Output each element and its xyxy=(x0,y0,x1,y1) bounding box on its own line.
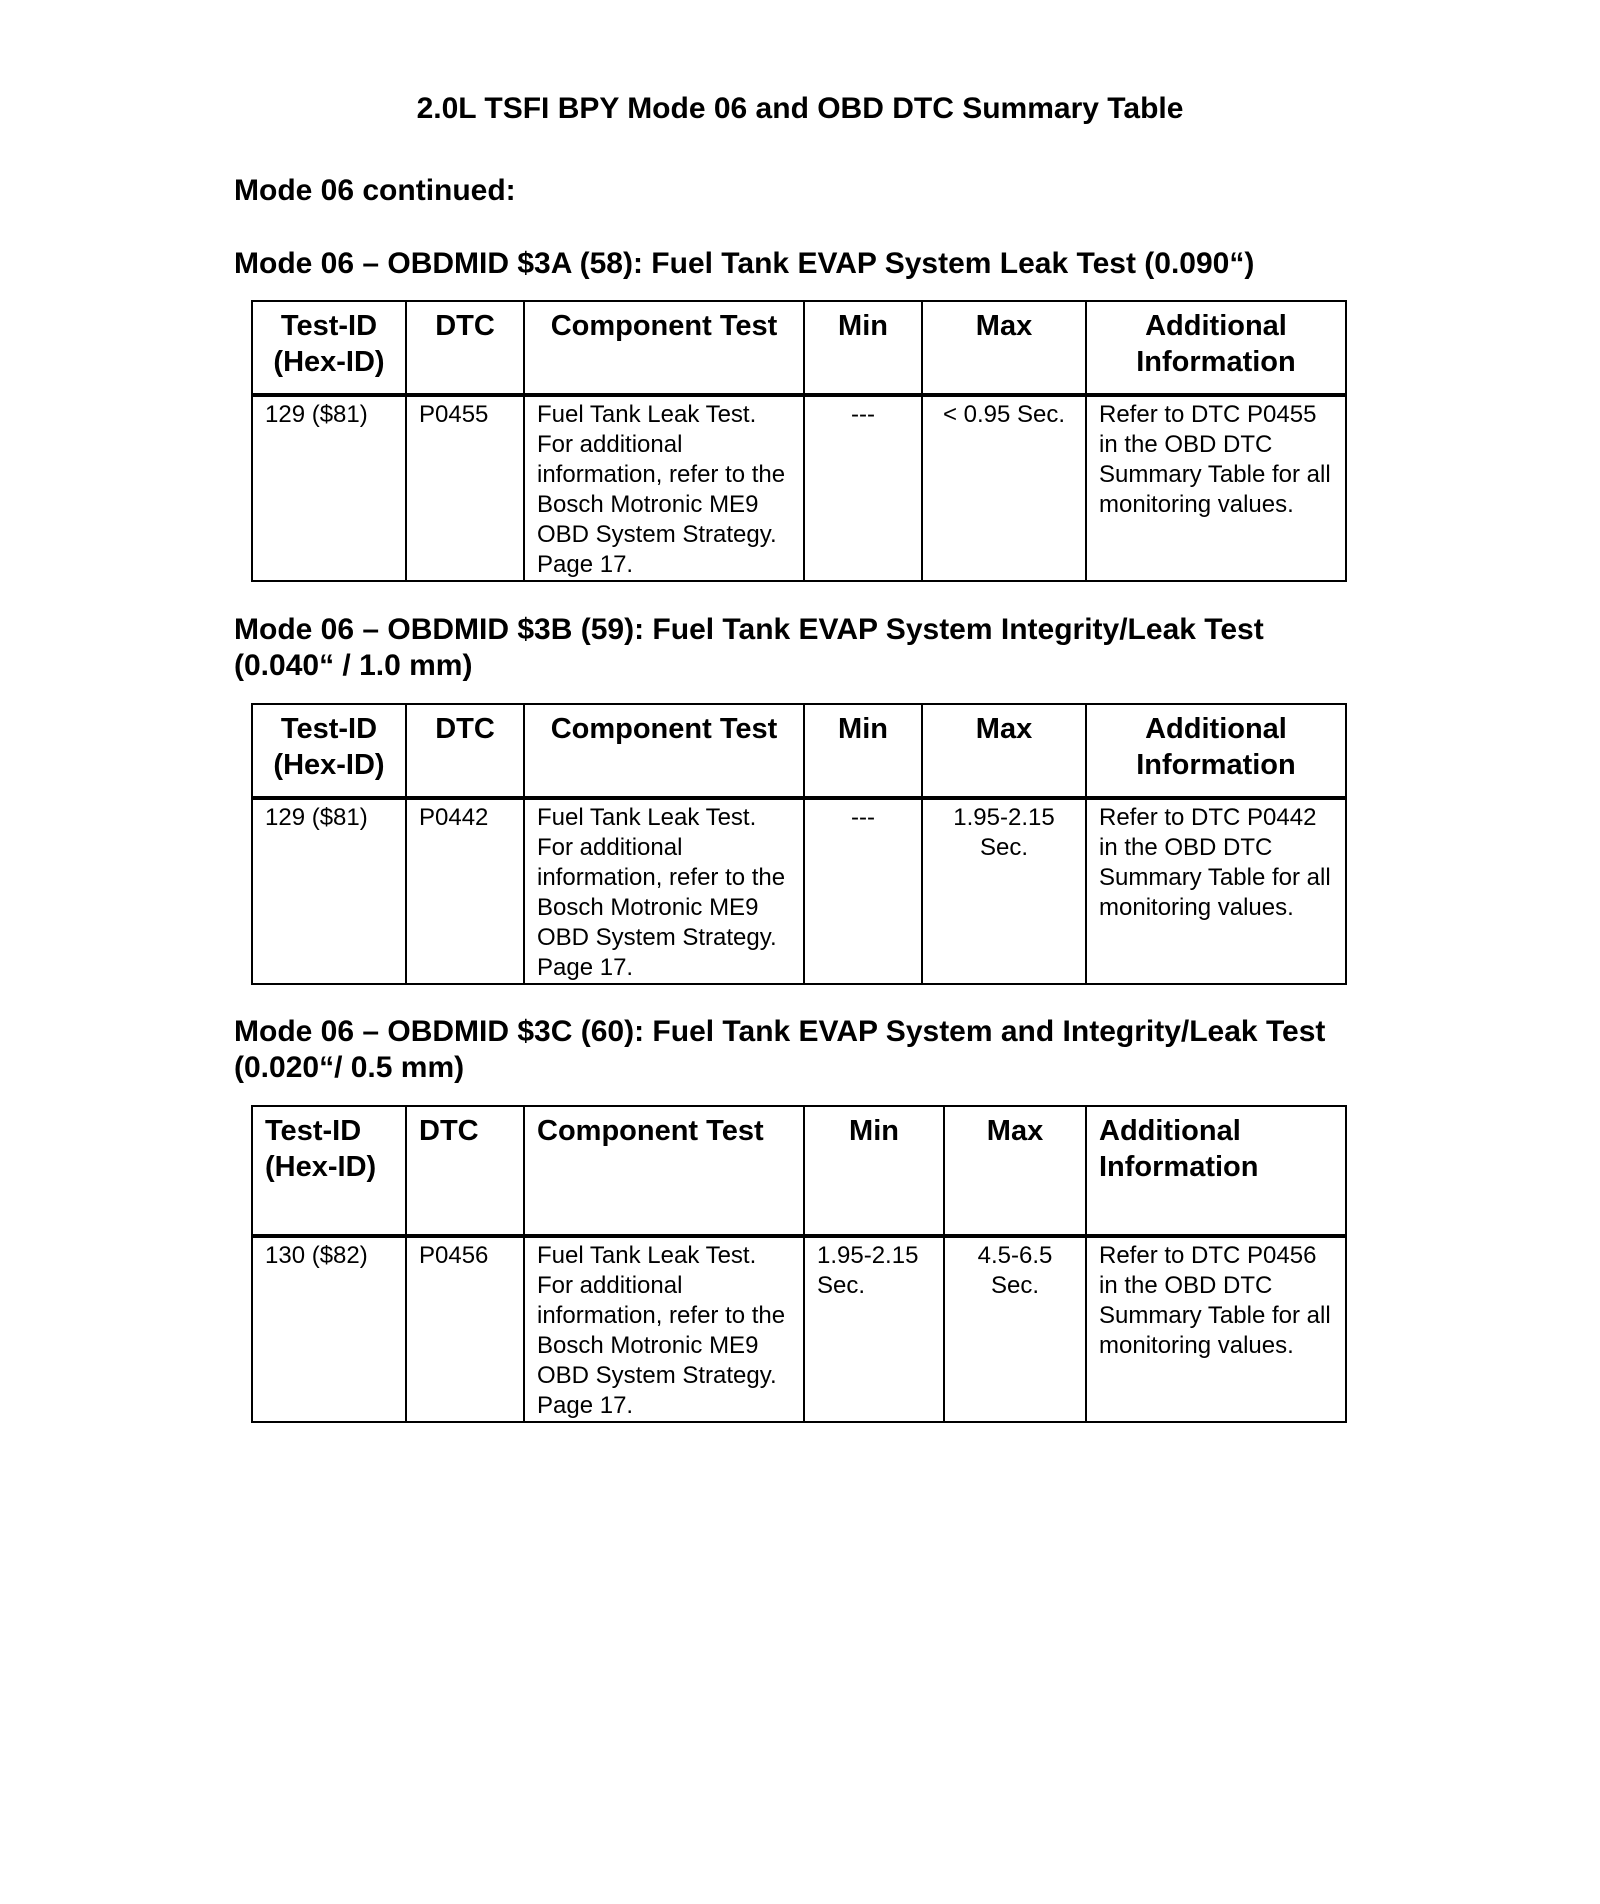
cell-dtc: P0456 xyxy=(406,1236,524,1422)
cell-min: 1.95-2.15 Sec. xyxy=(804,1236,944,1422)
header-dtc: DTC xyxy=(406,1106,524,1236)
header-additional-info: Additional Information xyxy=(1086,301,1346,395)
mode06-table-3c xyxy=(251,1105,1347,1423)
mode06-table-3a xyxy=(251,300,1347,582)
section-heading-3b: Mode 06 – OBDMID $3B (59): Fuel Tank EVAP System Integrity/Leak Test (0.040“ / 1.0 mm) xyxy=(234,613,1264,682)
cell-additional-info: Refer to DTC P0455 in the OBD DTC Summary Table for all monitoring values. xyxy=(1086,395,1346,581)
header-additional-info: Additional Information xyxy=(1086,1106,1346,1236)
cell-component-test: Fuel Tank Leak Test. For additional information, refer to the Bosch Motronic ME9 OBD System Strategy. Page 17. xyxy=(524,1236,804,1422)
cell-min: --- xyxy=(804,798,922,984)
header-dtc: DTC xyxy=(406,301,524,395)
mode06-table-3b xyxy=(251,703,1347,985)
cell-test-id: 129 ($81) xyxy=(252,395,406,581)
cell-additional-info: Refer to DTC P0456 in the OBD DTC Summary Table for all monitoring values. xyxy=(1086,1236,1346,1422)
header-max: Max xyxy=(922,704,1086,798)
cell-max: 4.5-6.5 Sec. xyxy=(944,1236,1086,1422)
header-max: Max xyxy=(944,1106,1086,1236)
header-min: Min xyxy=(804,704,922,798)
cell-component-test: Fuel Tank Leak Test. For additional information, refer to the Bosch Motronic ME9 OBD System Strategy. Page 17. xyxy=(524,395,804,581)
header-test-id: Test-ID (Hex-ID) xyxy=(252,1106,406,1236)
header-component-test: Component Test xyxy=(524,301,804,395)
cell-min: --- xyxy=(804,395,922,581)
cell-test-id: 129 ($81) xyxy=(252,798,406,984)
cell-dtc: P0442 xyxy=(406,798,524,984)
table-row xyxy=(252,395,1346,581)
cell-dtc: P0455 xyxy=(406,395,524,581)
cell-max: 1.95-2.15 Sec. xyxy=(922,798,1086,984)
header-max: Max xyxy=(922,301,1086,395)
header-test-id: Test-ID (Hex-ID) xyxy=(252,704,406,798)
page-subtitle: Mode 06 continued: xyxy=(234,174,516,207)
header-component-test: Component Test xyxy=(524,704,804,798)
header-component-test: Component Test xyxy=(524,1106,804,1236)
cell-max: < 0.95 Sec. xyxy=(922,395,1086,581)
header-additional-info: Additional Information xyxy=(1086,704,1346,798)
table-row xyxy=(252,798,1346,984)
section-heading-3c: Mode 06 – OBDMID $3C (60): Fuel Tank EVAP System and Integrity/Leak Test (0.020“/ 0.5 mm) xyxy=(234,1015,1326,1084)
table-row xyxy=(252,1236,1346,1422)
header-test-id: Test-ID (Hex-ID) xyxy=(252,301,406,395)
cell-test-id: 130 ($82) xyxy=(252,1236,406,1422)
header-min: Min xyxy=(804,1106,944,1236)
page-title: 2.0L TSFI BPY Mode 06 and OBD DTC Summary Table xyxy=(416,92,1184,125)
cell-component-test: Fuel Tank Leak Test. For additional information, refer to the Bosch Motronic ME9 OBD System Strategy. Page 17. xyxy=(524,798,804,984)
section-heading-3a: Mode 06 – OBDMID $3A (58): Fuel Tank EVAP System Leak Test (0.090“) xyxy=(234,247,1255,280)
header-min: Min xyxy=(804,301,922,395)
cell-additional-info: Refer to DTC P0442 in the OBD DTC Summary Table for all monitoring values. xyxy=(1086,798,1346,984)
header-dtc: DTC xyxy=(406,704,524,798)
